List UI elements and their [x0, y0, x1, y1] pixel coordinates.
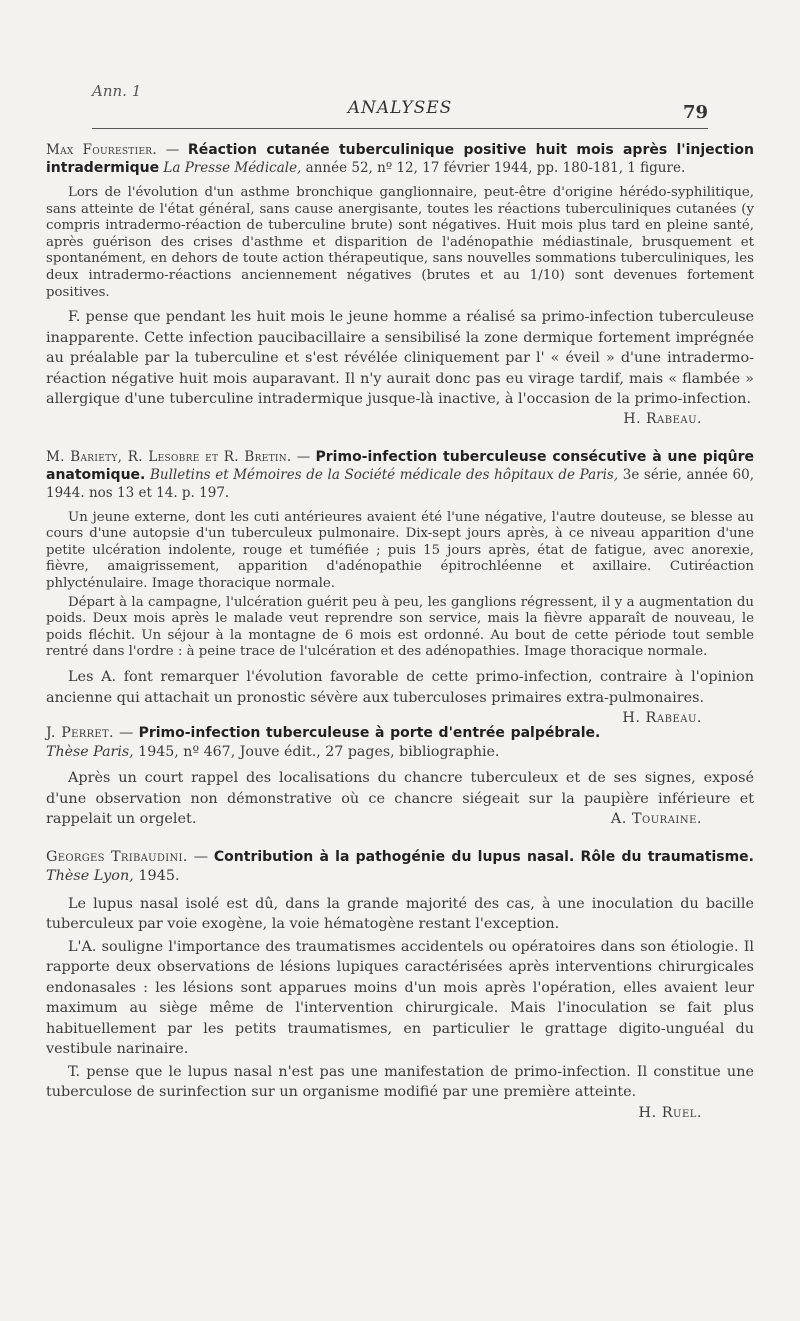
article-dash: — [156, 142, 188, 158]
article-paragraph: Lors de l'évolution d'un asthme bronchique ganglionnaire, peut-être d'origine hérédo-syphilitique, sans atteinte de l'état général, sans cause anergisante, toutes les réactions tuberculiniques cutanées (y compris intradermo-réaction de tuberculine brute) sont négatives. Huit mois plus tard en pleine santé, après guérison des crises d'asthme et disparition de l'adénopathie médiastinale, brusquement et spontanément, en dehors de toute action thérapeutique, sans nouvelles sommations tuberculiniques, les deux intradermo-réactions anciennement négatives (brutes et au 1/10) sont devenues fortement positives. [46, 185, 754, 300]
article-dash: — [291, 448, 316, 465]
paragraph-text: T. pense que le lupus nasal n'est pas une manifestation de primo-infection. Il constitue une tuberculose de surinfection sur un organisme modifié par une première atteinte. [46, 1063, 754, 1100]
article-list [46, 141, 755, 1121]
article-journal: Thèse Paris, [46, 744, 134, 760]
article-title: Primo-infection tuberculeuse consécutive à une piqûre anatomique. [46, 448, 755, 483]
article-citation: 3e série, année 60, 1944. nos 13 et 14. p. 197. [46, 466, 754, 501]
signature-text: H. Rabeau. [623, 410, 702, 427]
article-title: Contribution à la pathogénie du lupus nasal. Rôle du traumatisme. [213, 848, 754, 865]
article-authors: J. Perret. [46, 725, 114, 741]
page-header [46, 0, 754, 135]
article-paragraph [46, 1062, 754, 1121]
article-tribaudini [46, 848, 754, 1121]
article-fourestier [46, 141, 754, 428]
article-authors: Max Fourestier. [46, 142, 157, 158]
article-signature: H. Ruel. [638, 1104, 702, 1121]
article-paragraph [46, 667, 754, 726]
article-paragraph: Un jeune externe, dont les cuti antérieures avaient été l'une négative, l'autre douteuse, se blesse au cours d'une autopsie d'un tuberculeux pulmonaire. Dix-sept jours après, à ce niveau apparition d'une petite ulcération indolente, rouge et tuméfiée ; puis 15 jours après, état de fatigue, avec anorexie, fièvre, amaigrissement, apparition d'adénopathie épitrochléenne et axillaire. Cutiréaction phlycténulaire. Image thoracique normale. [46, 509, 754, 592]
header-rule [92, 128, 708, 129]
article-paragraph [46, 768, 754, 830]
article-dash: — [113, 725, 139, 741]
article-heading [46, 141, 754, 177]
article-signature: H. Rabeau. [622, 710, 702, 726]
article-paragraph: Départ à la campagne, l'ulcération guérit peu à peu, les ganglions régressent, il y a augmentation du poids. Deux mois après le malade veut reprendre son service, mais la fièvre apparaît de nouveau, le poids fléchit. Un séjour à la montagne de 6 mois est ordonné. Au bout de cette période tout semble rentré dans l'ordre : à peine trace de l'ulcération et des adénopathies. Image thoracique normale. [46, 594, 754, 660]
article-title: Réaction cutanée tuberculinique positive huit mois après l'injection intradermique [46, 142, 755, 176]
article-heading [46, 448, 754, 502]
article-heading [46, 848, 754, 886]
running-title: ANALYSES [347, 98, 453, 118]
article-paragraph: F. pense que pendant les huit mois le jeune homme a réalisé sa primo-infection tuberculeuse inapparente. Cette infection paucibacillaire a sensibilisé la zone dermique fortement imprégnée au préalable par la tuberculine et s'est révélée cliniquement par l' « éveil » d'une intradermo-réaction négative huit mois auparavant. Il n'y aurait donc pas eu virage tardif, mais « flambée » allergique d'une tuberculine intradermique jusque-là inactive, à l'occasion de la primo-infection. [46, 309, 754, 408]
article-paragraph: Le lupus nasal isolé est dû, dans la grande majorité des cas, à une inoculation du bacille tuberculeux par voie exogène, la voie hématogène restant l'exception. [46, 895, 754, 932]
article-signature: A. Touraine. [610, 811, 702, 827]
article-perret [46, 724, 754, 830]
article-citation: 1945. [133, 867, 180, 884]
page-number: 79 [682, 102, 708, 123]
article-heading [46, 724, 754, 762]
article-authors: M. Bariety, R. Lesobre et R. Bretin. [46, 448, 292, 465]
article-signature [46, 410, 754, 428]
paragraph-text: Après un court rappel des localisations du chancre tuberculeux et de ses signes, exposé d'une observation non démonstrative où ce chancre siégeait sur la paupière inférieure et rappelait un orgelet. [46, 770, 754, 827]
article-paragraph: L'A. souligne l'importance des traumatismes accidentels ou opératoires dans son étiologie. Il rapporte deux observations de lésions lupiques caractérisées après interventions chirurgicales endonasales : les lésions sont apparues moins d'un mois après l'opération, elles avaient leur maximum au siège même de l'intervention chirurgicale. Mais l'inoculation se fait plus habituellement par les petits traumatismes, en particulier le grattage digito-unguéal du vestibule narinaire. [46, 938, 754, 1057]
article-journal: La Presse Médicale, [163, 160, 302, 176]
paragraph-text: Les A. font remarquer l'évolution favorable de cette primo-infection, contraire à l'opinion ancienne qui attachait un pronostic sévère aux tuberculoses primaires extra-pulmonaires. [46, 669, 754, 706]
article-journal: Thèse Lyon, [46, 867, 134, 884]
running-header-left: Ann. 1 [92, 82, 142, 100]
article-title: Primo-infection tuberculeuse à porte d'entrée palpébrale. [138, 725, 601, 741]
article-authors: Georges Tribaudini. [46, 848, 188, 865]
article-bariety [46, 448, 755, 726]
article-citation: 1945, nº 467, Jouve édit., 27 pages, bibliographie. [133, 744, 500, 760]
article-journal: Bulletins et Mémoires de la Société médicale des hôpitaux de Paris, [149, 466, 619, 483]
article-citation: année 52, nº 12, 17 février 1944, pp. 180-181, 1 figure. [301, 160, 686, 176]
article-dash: — [187, 848, 214, 865]
